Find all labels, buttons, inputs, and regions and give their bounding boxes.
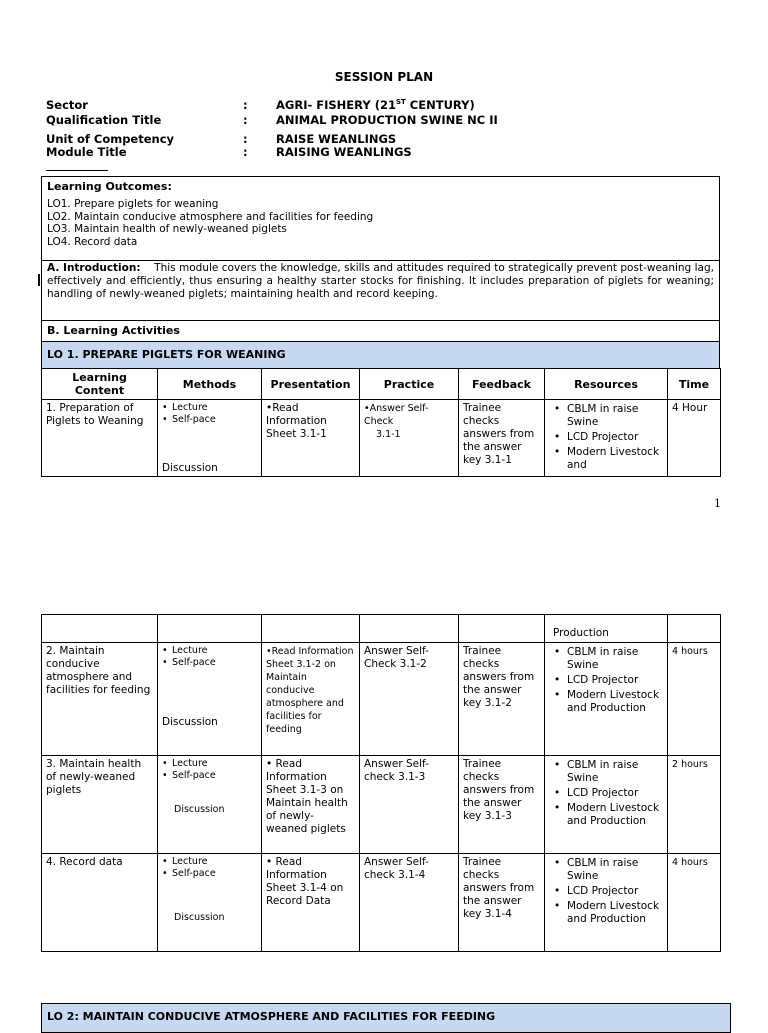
resource-item: • Modern Livestock and Production [549, 802, 663, 828]
activities-table-continued [41, 614, 721, 952]
presentation-cell: •Read Information Sheet 3.1-1 [262, 400, 360, 477]
resources-list [549, 646, 663, 715]
column-header: Time [668, 369, 721, 400]
lo1-header [41, 341, 720, 369]
time-cell: 4 hours [668, 643, 721, 756]
learning-outcome-item: LO1. Prepare piglets for weaning [47, 198, 219, 210]
methods-list [162, 758, 257, 782]
discussion-label: Discussion [174, 912, 225, 923]
learning-outcome-item: LO4. Record data [47, 236, 138, 248]
resources-cell [545, 854, 668, 952]
resource-item: • CBLM in raise Swine [549, 646, 663, 672]
unit-of-competency-label: Unit of Competency [46, 132, 175, 146]
resources-list [549, 857, 663, 926]
resources-list [549, 759, 663, 828]
methods-cell [158, 854, 262, 952]
resource-item: • LCD Projector [549, 431, 663, 444]
resources-cell [545, 400, 668, 477]
text-cursor-mark [38, 274, 40, 286]
resource-item: • LCD Projector [549, 674, 663, 687]
practice-cell: Answer Self-check 3.1-4 [360, 854, 459, 952]
method-item: • Self-pace [162, 414, 257, 426]
module-title-label: Module Title [46, 145, 127, 159]
column-header: Methods [158, 369, 262, 400]
discussion-label: Discussion [174, 804, 225, 815]
methods-cell [158, 400, 262, 477]
learning-outcomes-title: Learning Outcomes: [47, 180, 172, 193]
table-header-row [42, 369, 721, 400]
learning-content-cell: 1. Preparation of Piglets to Weaning [42, 400, 158, 477]
feedback-cell: Trainee checks answers from the answer key 3.1-1 [459, 400, 545, 477]
introduction-paragraph [47, 262, 714, 301]
continued-resource: Production [545, 615, 668, 643]
divider [46, 170, 108, 171]
learning-activities-box [41, 320, 720, 342]
introduction-box [41, 260, 720, 321]
unit-of-competency-colon: : [243, 132, 248, 146]
method-item: • Lecture [162, 856, 257, 868]
method-item: • Lecture [162, 758, 257, 770]
table-row [42, 643, 721, 756]
learning-content-cell: 4. Record data [42, 854, 158, 952]
lo1-title: LO 1. PREPARE PIGLETS FOR WEANING [47, 348, 286, 361]
lo2-title: LO 2: MAINTAIN CONDUCIVE ATMOSPHERE AND FACILITIES FOR FEEDING [47, 1010, 496, 1023]
resource-item: • Modern Livestock and [549, 446, 663, 472]
resource-item: • CBLM in raise Swine [549, 857, 663, 883]
time-cell: 4 Hour [668, 400, 721, 477]
presentation-cell: • Read Information Sheet 3.1-3 on Maintain health of newly-weaned piglets [262, 756, 360, 854]
learning-outcomes-box [41, 176, 720, 261]
table-row [42, 615, 721, 643]
unit-of-competency-value: RAISE WEANLINGS [276, 132, 397, 146]
methods-list [162, 645, 257, 669]
learning-outcome-item: LO3. Maintain health of newly-weaned piglets [47, 223, 287, 235]
feedback-cell: Trainee checks answers from the answer key 3.1-4 [459, 854, 545, 952]
method-item: • Lecture [162, 402, 257, 414]
methods-list [162, 402, 257, 426]
module-title-colon: : [243, 145, 248, 159]
learning-content-cell: 3. Maintain health of newly-weaned piglets [42, 756, 158, 854]
resource-item: • CBLM in raise Swine [549, 403, 663, 429]
practice-ref: 3.1-1 [376, 429, 401, 440]
activities-table [41, 368, 721, 477]
qualification-title-value: ANIMAL PRODUCTION SWINE NC II [276, 113, 498, 127]
time-cell: 2 hours [668, 756, 721, 854]
time-cell: 4 hours [668, 854, 721, 952]
column-header: Presentation [262, 369, 360, 400]
discussion-label: Discussion [162, 716, 218, 728]
lo2-header [41, 1003, 731, 1033]
qualification-title-colon: : [243, 113, 248, 127]
resource-item: • CBLM in raise Swine [549, 759, 663, 785]
learning-activities-title: B. Learning Activities [47, 324, 180, 337]
presentation-cell: • Read Information Sheet 3.1-4 on Record Data [262, 854, 360, 952]
column-header: Practice [360, 369, 459, 400]
page-number: 1 [714, 497, 721, 510]
method-item: • Self-pace [162, 657, 257, 669]
discussion-label: Discussion [162, 462, 218, 474]
table-row [42, 854, 721, 952]
column-header: Learning Content [42, 369, 158, 400]
methods-list [162, 856, 257, 880]
introduction-text: This module covers the knowledge, skills and attitudes required to strategically prevent post-weaning lag, effectively and efficiently, thus ensuring a healthy starter stocks for finishing. It includes preparation of piglets for weaning; handling of newly-weaned piglets; maintaining health and record keeping. [47, 262, 714, 300]
table-row [42, 400, 721, 477]
column-header: Resources [545, 369, 668, 400]
resource-item: • LCD Projector [549, 787, 663, 800]
learning-outcome-item: LO2. Maintain conducive atmosphere and facilities for feeding [47, 211, 374, 223]
practice-text: •Answer Self-Check [364, 403, 429, 427]
resource-item: • LCD Projector [549, 885, 663, 898]
module-title-value: RAISING WEANLINGS [276, 145, 412, 159]
qualification-title-label: Qualification Title [46, 113, 162, 127]
sector-value: AGRI- FISHERY (21ST CENTURY) [276, 98, 475, 112]
methods-cell [158, 756, 262, 854]
sector-colon: : [243, 98, 248, 112]
learning-content-cell: 2. Maintain conducive atmosphere and facilities for feeding [42, 643, 158, 756]
method-item: • Lecture [162, 645, 257, 657]
feedback-cell: Trainee checks answers from the answer key 3.1-2 [459, 643, 545, 756]
page-title: SESSION PLAN [334, 70, 434, 84]
resources-list [549, 403, 663, 472]
sector-label: Sector [46, 98, 88, 112]
resources-cell [545, 643, 668, 756]
resource-item: • Modern Livestock and Production [549, 689, 663, 715]
feedback-cell: Trainee checks answers from the answer key 3.1-3 [459, 756, 545, 854]
table-row [42, 756, 721, 854]
column-header: Feedback [459, 369, 545, 400]
introduction-label: A. Introduction: [47, 262, 141, 274]
resource-item: • Modern Livestock and Production [549, 900, 663, 926]
method-item: • Self-pace [162, 770, 257, 782]
resources-cell [545, 756, 668, 854]
practice-cell [360, 400, 459, 477]
practice-cell: Answer Self-check 3.1-3 [360, 756, 459, 854]
method-item: • Self-pace [162, 868, 257, 880]
practice-cell: Answer Self-Check 3.1-2 [360, 643, 459, 756]
methods-cell [158, 643, 262, 756]
presentation-cell: •Read Information Sheet 3.1-2 on Maintain conducive atmosphere and facilities for feeding [262, 643, 360, 756]
